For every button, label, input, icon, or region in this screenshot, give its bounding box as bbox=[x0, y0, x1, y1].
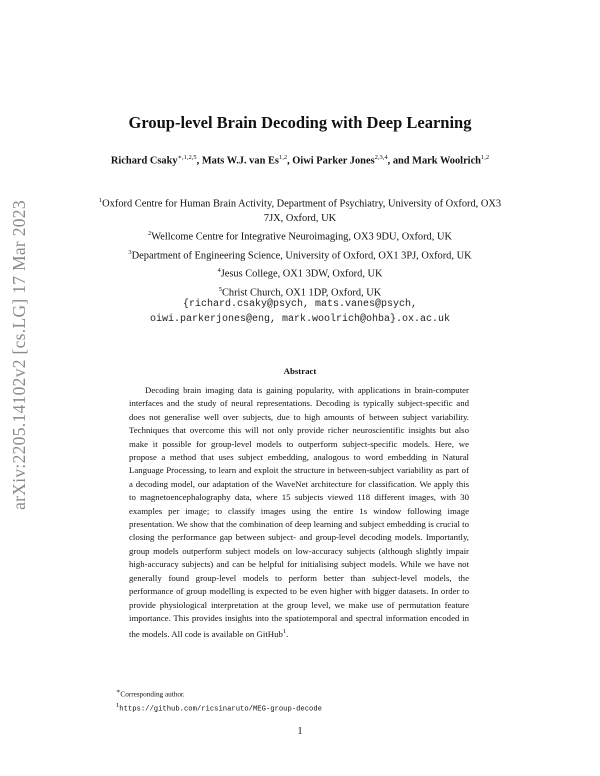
footnotes bbox=[116, 686, 496, 716]
footnote-marker: ∗ bbox=[116, 688, 121, 695]
email-line: {richard.csaky@psych, mats.vanes@psych, bbox=[182, 299, 418, 310]
affiliation-number: 1 bbox=[98, 197, 103, 204]
footnote-marker: 1 bbox=[116, 702, 120, 710]
abstract-heading: Abstract bbox=[283, 366, 317, 376]
author-affiliation-marks: 1,2 bbox=[480, 154, 490, 161]
affiliation-text: Christ Church, OX1 1DP, Oxford, UK bbox=[221, 287, 382, 299]
footnote bbox=[116, 700, 496, 715]
affiliation-text: Oxford Centre for Human Brain Activity, Department of Psychiatry, University of Oxford, OX3 7JX, Oxford, UK bbox=[102, 198, 502, 225]
abstract-end-punctuation: . bbox=[286, 629, 289, 640]
arxiv-identifier: arXiv:2205.14102v2 [cs.LG] 17 Mar 2023 bbox=[9, 200, 29, 510]
author-separator: , bbox=[287, 155, 293, 167]
affiliation-number: 3 bbox=[128, 248, 132, 256]
author-affiliation-marks: ∗,1,2,5 bbox=[177, 154, 197, 161]
author-name: Richard Csaky bbox=[110, 155, 178, 167]
affiliation-number: 2 bbox=[148, 230, 152, 238]
abstract-body bbox=[129, 384, 469, 642]
author-name: Mark Woolrich bbox=[412, 155, 481, 167]
affiliation-text: Jesus College, OX1 3DW, Oxford, UK bbox=[220, 268, 383, 280]
author-affiliation-marks: 2,3,4 bbox=[374, 154, 388, 161]
affiliation bbox=[90, 245, 510, 263]
affiliation-text: Wellcome Centre for Integrative Neuroimaging, OX3 9DU, Oxford, UK bbox=[151, 231, 452, 243]
footnote bbox=[116, 686, 496, 700]
email-line: oiwi.parkerjones@eng, mark.woolrich@ohba}.ox.ac.uk bbox=[149, 314, 451, 325]
github-link[interactable]: https://github.com/ricsinaruto/MEG-group-decode bbox=[119, 705, 322, 714]
author-affiliation-marks: 1,2 bbox=[278, 154, 288, 161]
author-name: Mats W.J. van Es bbox=[201, 155, 279, 167]
author-name: Oiwi Parker Jones bbox=[292, 155, 375, 167]
paper-title: Group-level Brain Decoding with Deep Learning bbox=[128, 113, 472, 132]
affiliation bbox=[90, 193, 510, 226]
affiliation-text: Department of Engineering Science, University of Oxford, OX1 3PJ, Oxford, UK bbox=[131, 250, 472, 262]
affiliation-number: 5 bbox=[218, 285, 222, 293]
page-number: 1 bbox=[297, 726, 303, 737]
affiliation bbox=[90, 263, 510, 281]
author-emails bbox=[80, 297, 520, 327]
affiliation-list bbox=[90, 193, 510, 300]
author-separator: , bbox=[196, 155, 202, 167]
footnote-marker: 1 bbox=[282, 628, 287, 636]
affiliation bbox=[90, 226, 510, 244]
abstract-text: Decoding brain imaging data is gaining popularity, with applications in brain-computer interfaces and the study of neural representations. Decoding is typically subject-specific and does not generalise well over subjects, due to high amounts of between subject variability. Techniques that overcome this will not only provide richer neuroscientific insights but also make it possible for group-level models to outperform subject-specific models. Here, we propose a method that uses subject embedding, analogous to word embedding in Natural Language Processing, to learn and exploit the structure in between-subject variability as part of a decoding model, our adaptation of the WaveNet architecture for classification. We apply this to magnetoencephalography data, where 15 subjects viewed 118 different images, with 30 examples per image; to classify images using the entire 1s window following image presentation. We show that the combination of deep learning and subject embedding is crucial to closing the performance gap between subject- and group-level decoding models. Importantly, group models outperform subject models on low-accuracy subjects (although slightly impair high-accuracy subjects) and can be helpful for initialising subject models. While we have not generally found group-level models to perform better than subject-level models, the performance of group modelling is expected to be even higher with bigger datasets. In order to provide physiological interpretation at the group level, we make use of permutation feature importance. This provides insights into the spatiotemporal and spectral information encoded in the models. All code is available on GitHub bbox=[129, 385, 469, 640]
affiliation-number: 4 bbox=[217, 267, 221, 275]
author-and: , and bbox=[387, 155, 413, 167]
author-list bbox=[110, 150, 490, 168]
footnote-text: Corresponding author. bbox=[120, 690, 185, 699]
